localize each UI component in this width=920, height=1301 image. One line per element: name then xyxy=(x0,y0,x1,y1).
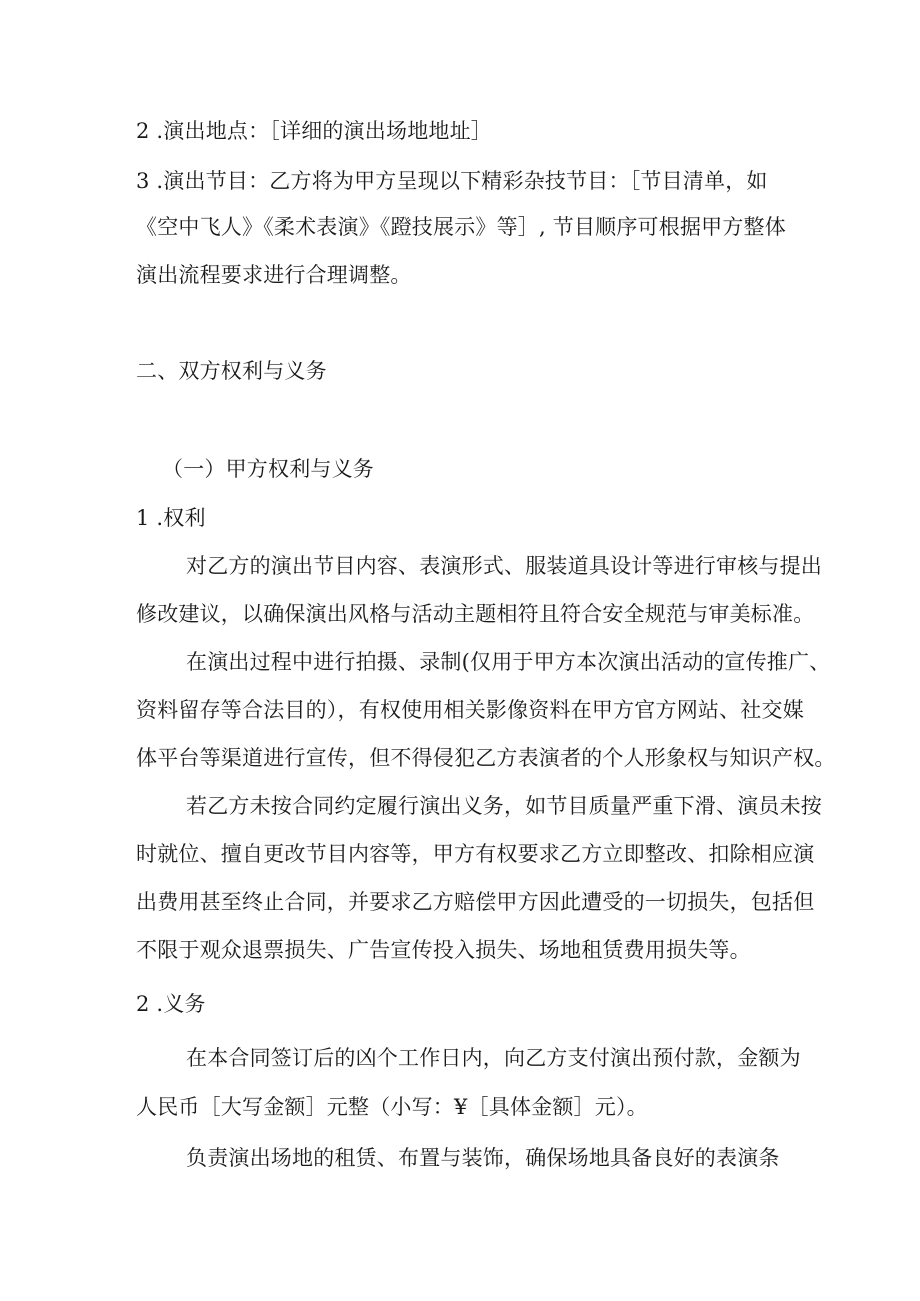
rights-para3-line-2: 时就位、擅自更改节目内容等，甲方有权要求乙方立即整改、扣除相应演 xyxy=(136,842,815,866)
rights-heading: 1 .权利 xyxy=(136,506,206,530)
subsection-heading: （一）甲方权利与义务 xyxy=(162,457,374,481)
rights-para2-line-1: 在演出过程中进行拍摄、录制(仅用于甲方本次演出活动的宣传推广、 xyxy=(186,650,831,674)
duties-para2-line-1: 负责演出场地的租赁、布置与装饰，确保场地具备良好的表演条 xyxy=(186,1146,780,1170)
duties-para1-line-2: 人民币［大写金额］元整（小写：¥［具体金额］元）。 xyxy=(136,1095,648,1119)
rights-para2-line-2: 资料留存等合法目的），有权使用相关影像资料在甲方官方网站、社交媒 xyxy=(136,698,804,722)
item-program-line-3: 演出流程要求进行合理调整。 xyxy=(136,263,412,287)
rights-para2-line-3: 体平台等渠道进行宣传，但不得侵犯乙方表演者的个人形象权与知识产权。 xyxy=(136,746,836,770)
rights-para1-line-1: 对乙方的演出节目内容、表演形式、服装道具设计等进行审核与提出 xyxy=(186,554,822,578)
duties-heading: 2 .义务 xyxy=(136,992,206,1016)
section-heading: 二、双方权利与义务 xyxy=(136,359,327,383)
item-performance-venue: 2 .演出地点：［详细的演出场地地址］ xyxy=(136,119,493,143)
rights-para3-line-3: 出费用甚至终止合同，并要求乙方赔偿甲方因此遭受的一切损失，包括但 xyxy=(136,890,815,914)
item-program-line-1: 3 .演出节目：乙方将为甲方呈现以下精彩杂技节目：［节目清单，如 xyxy=(136,169,768,193)
item-program-line-2: 《空中飞人》《柔术表演》《蹬技展示》等］, 节目顺序可根据甲方整体 xyxy=(136,215,786,239)
duties-para1-line-1: 在本合同签订后的凶个工作日内，向乙方支付演出预付款，金额为 xyxy=(186,1046,801,1070)
rights-para3-line-4: 不限于观众退票损失、广告宣传投入损失、场地租赁费用损失等。 xyxy=(136,938,751,962)
rights-para1-line-2: 修改建议，以确保演出风格与活动主题相符且符合安全规范与审美标准。 xyxy=(136,602,815,626)
rights-para3-line-1: 若乙方未按合同约定履行演出义务，如节目质量严重下滑、演员未按 xyxy=(186,794,822,818)
